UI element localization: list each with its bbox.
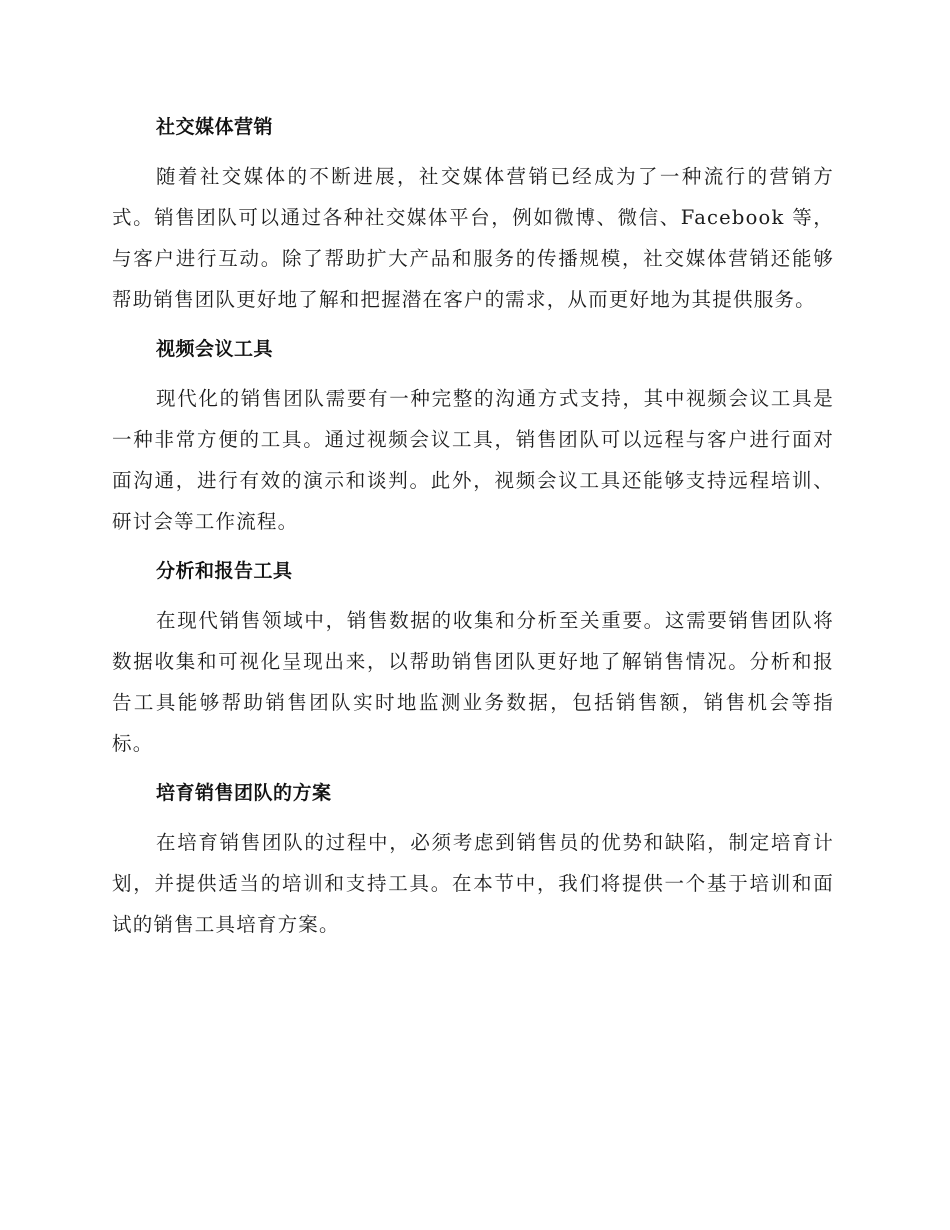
section-paragraph: 随着社交媒体的不断进展，社交媒体营销已经成为了一种流行的营销方式。销售团队可以通过各种社交媒体平台，例如微博、微信、Facebook 等，与客户进行互动。除了帮助扩大产品和服务的传播规模，社交媒体营销还能够帮助销售团队更好地了解和把握潜在客户的需求，从而更好地为其提供服务。 [112, 165, 834, 311]
section-analysis-report-tools [112, 550, 834, 764]
section-paragraph: 在现代销售领域中，销售数据的收集和分析至关重要。这需要销售团队将数据收集和可视化呈现出来，以帮助销售团队更好地了解销售情况。分析和报告工具能够帮助销售团队实时地监测业务数据，包括销售额，销售机会等指标。 [112, 609, 834, 755]
section-sales-team-training-plan [112, 772, 834, 945]
section-heading: 分析和报告工具 [156, 560, 293, 582]
section-paragraph: 在培育销售团队的过程中，必须考虑到销售员的优势和缺陷，制定培育计划，并提供适当的培训和支持工具。在本节中，我们将提供一个基于培训和面试的销售工具培育方案。 [112, 831, 834, 936]
section-video-conference-tools [112, 328, 834, 542]
section-heading: 社交媒体营销 [156, 116, 274, 138]
section-heading: 视频会议工具 [156, 338, 274, 360]
section-paragraph: 现代化的销售团队需要有一种完整的沟通方式支持，其中视频会议工具是一种非常方便的工具。通过视频会议工具，销售团队可以远程与客户进行面对面沟通，进行有效的演示和谈判。此外，视频会议工具还能够支持远程培训、研讨会等工作流程。 [112, 387, 834, 533]
document-content [112, 106, 834, 953]
section-social-media-marketing [112, 106, 834, 320]
section-heading: 培育销售团队的方案 [156, 782, 332, 804]
